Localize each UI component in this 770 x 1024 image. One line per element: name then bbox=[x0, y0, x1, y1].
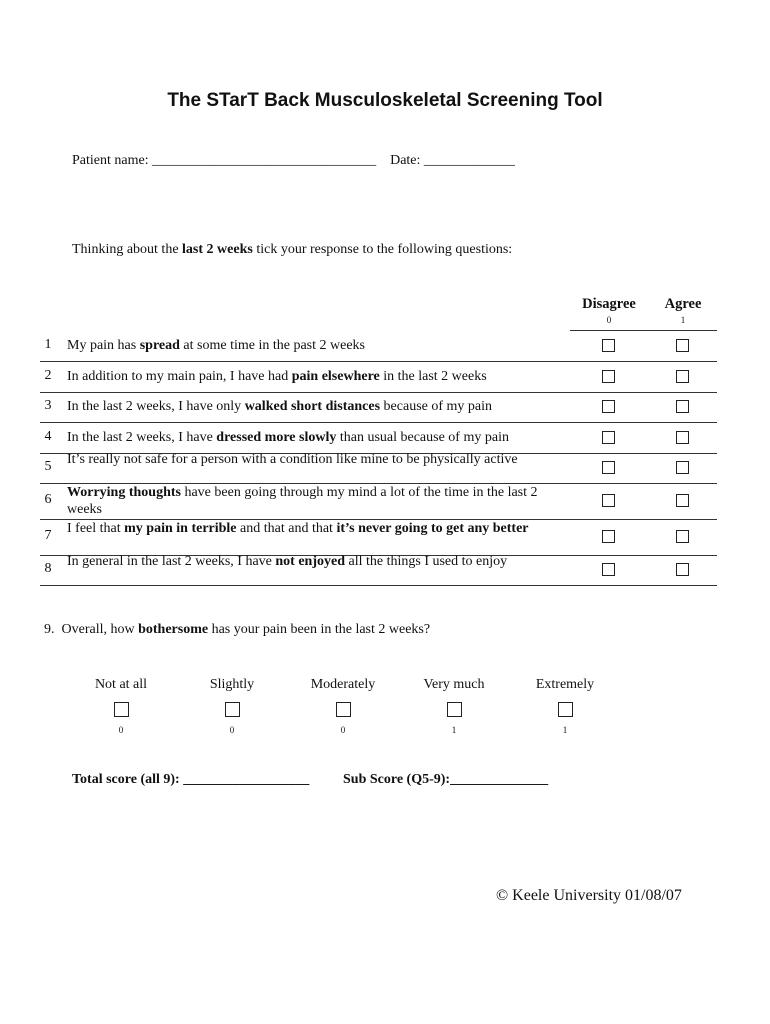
question-number: 2 bbox=[44, 367, 52, 383]
instruction-emphasis: last 2 weeks bbox=[182, 242, 253, 257]
disagree-checkbox[interactable] bbox=[602, 370, 615, 383]
question-fragment: all the things I used to enjoy bbox=[345, 554, 508, 569]
question-text bbox=[67, 337, 557, 354]
patient-name-label: Patient name: bbox=[72, 153, 149, 168]
agree-checkbox[interactable] bbox=[676, 563, 689, 576]
patient-info-line bbox=[72, 153, 515, 169]
total-score[interactable]: Total score (all 9): __________________ bbox=[72, 772, 310, 787]
question-text bbox=[67, 484, 557, 518]
agree-checkbox[interactable] bbox=[676, 370, 689, 383]
disagree-header: Disagree bbox=[582, 296, 636, 312]
q9-option-checkbox[interactable] bbox=[558, 702, 573, 717]
question-fragment: My pain has bbox=[67, 338, 140, 353]
question-fragment: In the last 2 weeks, I have bbox=[67, 429, 217, 445]
question-number: 4 bbox=[44, 428, 52, 444]
question-text bbox=[67, 520, 557, 537]
agree-checkbox[interactable] bbox=[676, 494, 689, 507]
question-fragment: than usual because of my pain bbox=[336, 429, 509, 445]
q9-option-checkbox[interactable] bbox=[114, 702, 129, 717]
question-fragment: have been going through my mind a lot of the time in the last 2 weeks bbox=[67, 485, 538, 517]
q9-option-value: 0 bbox=[229, 725, 235, 735]
q9-pre: 9. Overall, how bbox=[44, 622, 139, 637]
date-field[interactable]: _____________ bbox=[423, 153, 515, 168]
question-number: 6 bbox=[44, 492, 52, 507]
question-emphasis: pain elsewhere bbox=[291, 368, 380, 384]
instruction-pre: Thinking about the bbox=[72, 242, 183, 257]
q9-post: has your pain been in the last 2 weeks? bbox=[208, 622, 431, 637]
q9-option-value: 0 bbox=[118, 725, 124, 735]
disagree-checkbox[interactable] bbox=[602, 494, 615, 507]
question-emphasis: dressed more slowly bbox=[216, 429, 337, 445]
disagree-checkbox[interactable] bbox=[602, 339, 615, 352]
agree-checkbox[interactable] bbox=[676, 431, 689, 444]
question-number: 3 bbox=[44, 398, 52, 413]
question-number: 8 bbox=[44, 561, 52, 576]
question-number: 5 bbox=[44, 459, 52, 474]
q9-option-checkbox[interactable] bbox=[225, 702, 240, 717]
question-text bbox=[67, 398, 557, 415]
sub-score[interactable]: Sub Score (Q5-9):______________ bbox=[343, 772, 549, 787]
agree-value: 1 bbox=[680, 315, 686, 325]
instructions bbox=[72, 242, 512, 258]
question-fragment: I feel that bbox=[67, 521, 125, 536]
page-title: The STarT Back Musculoskeletal Screening Tool bbox=[167, 90, 603, 111]
q9-emphasis: bothersome bbox=[138, 622, 209, 637]
agree-header: Agree bbox=[664, 296, 702, 312]
copyright: © Keele University 01/08/07 bbox=[496, 887, 682, 904]
question-emphasis: spread bbox=[139, 338, 180, 353]
disagree-checkbox[interactable] bbox=[602, 400, 615, 413]
q9-option-checkbox[interactable] bbox=[336, 702, 351, 717]
question-fragment: and that and that bbox=[236, 521, 337, 536]
agree-checkbox[interactable] bbox=[676, 400, 689, 413]
q9-option-label: Moderately bbox=[310, 677, 376, 692]
q9-option-checkbox[interactable] bbox=[447, 702, 462, 717]
question-emphasis: it’s never going to get any better bbox=[336, 521, 529, 536]
q9-option-label: Very much bbox=[423, 677, 485, 692]
disagree-value: 0 bbox=[606, 315, 612, 325]
question-fragment: In addition to my main pain, I have had bbox=[67, 368, 292, 384]
patient-name-field[interactable]: ________________________________ bbox=[152, 153, 377, 168]
question-number: 1 bbox=[44, 337, 52, 352]
question-fragment: In general in the last 2 weeks, I have bbox=[67, 554, 276, 569]
question-emphasis: walked short distances bbox=[244, 399, 381, 414]
row-divider bbox=[40, 585, 717, 586]
agree-checkbox[interactable] bbox=[676, 339, 689, 352]
disagree-checkbox[interactable] bbox=[602, 431, 615, 444]
question-emphasis: not enjoyed bbox=[275, 554, 345, 569]
question-emphasis: my pain in terrible bbox=[124, 521, 237, 536]
question-fragment: at some time in the past 2 weeks bbox=[179, 338, 365, 353]
row-divider bbox=[40, 361, 717, 362]
q9-option-value: 0 bbox=[340, 725, 346, 735]
question-text bbox=[67, 429, 557, 446]
disagree-checkbox[interactable] bbox=[602, 461, 615, 474]
q9-option-label: Not at all bbox=[94, 677, 148, 692]
question-fragment: It’s really not safe for a person with a condition like mine to be physically active bbox=[67, 452, 518, 467]
q9-option-value: 1 bbox=[451, 725, 457, 735]
disagree-checkbox[interactable] bbox=[602, 530, 615, 543]
q9-option-label: Slightly bbox=[209, 677, 255, 692]
agree-checkbox[interactable] bbox=[676, 530, 689, 543]
question-text bbox=[67, 451, 557, 468]
question-fragment: In the last 2 weeks, I have only bbox=[67, 399, 245, 414]
q9-option-label: Extremely bbox=[535, 677, 595, 692]
q9-option-value: 1 bbox=[562, 725, 568, 735]
disagree-checkbox[interactable] bbox=[602, 563, 615, 576]
question-text bbox=[67, 368, 557, 385]
header-divider bbox=[570, 330, 717, 331]
date-label: Date: bbox=[390, 153, 421, 168]
instruction-post: tick your response to the following questions: bbox=[252, 242, 513, 257]
agree-checkbox[interactable] bbox=[676, 461, 689, 474]
row-divider bbox=[40, 392, 717, 393]
question-fragment: in the last 2 weeks bbox=[379, 368, 487, 384]
question-number: 7 bbox=[44, 528, 52, 543]
question-fragment: because of my pain bbox=[380, 399, 493, 414]
question-text bbox=[67, 553, 557, 570]
question-emphasis: Worrying thoughts bbox=[67, 485, 181, 500]
row-divider bbox=[40, 422, 717, 423]
question-9 bbox=[44, 622, 430, 638]
